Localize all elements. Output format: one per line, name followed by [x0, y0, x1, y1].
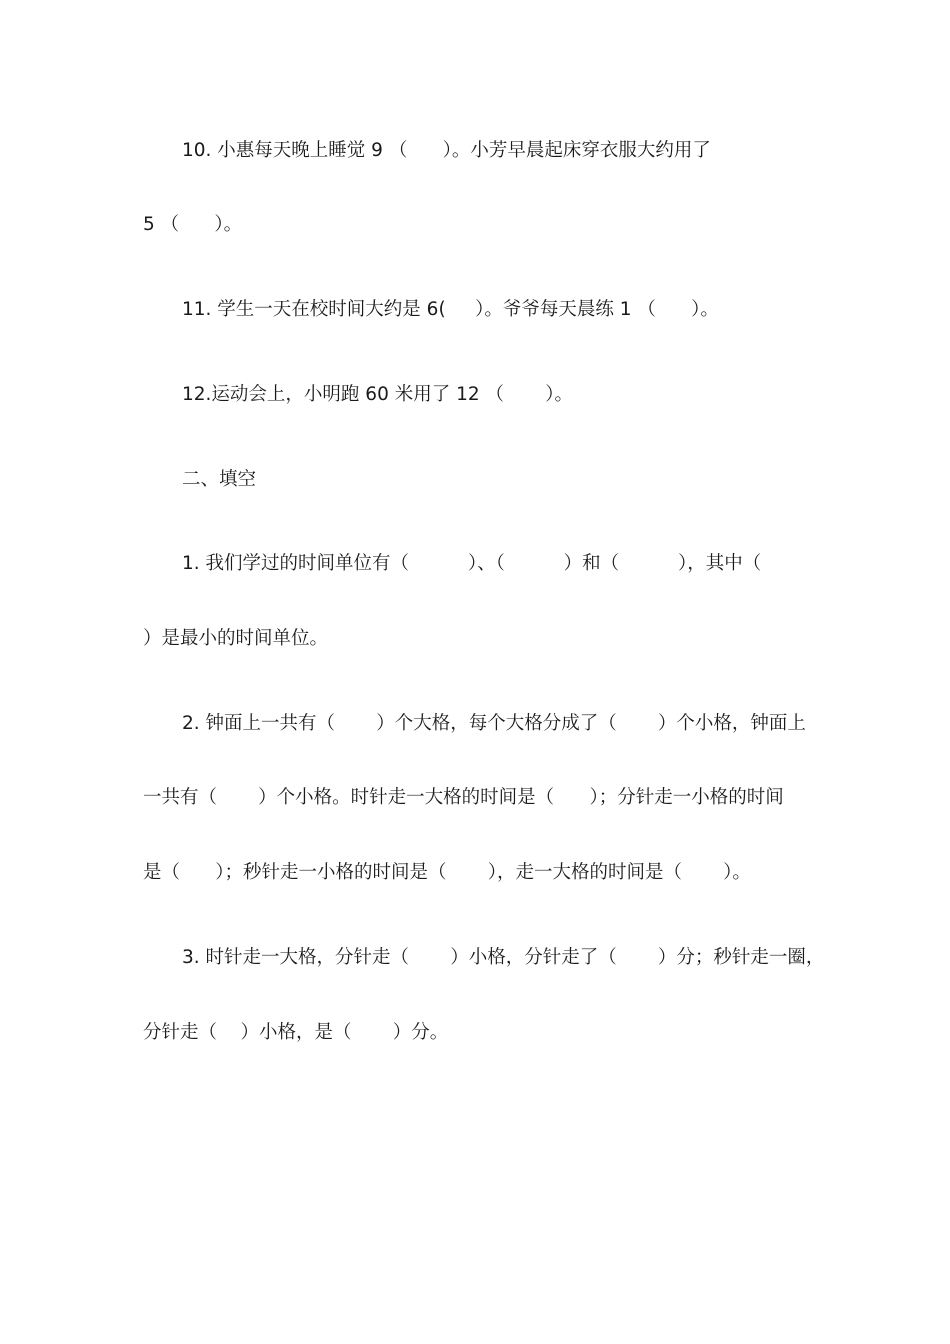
fill-question-3-line-1: 3. 时针走一大格，分针走（ ）小格，分针走了（ ）分；秒针走一圈， [182, 947, 825, 968]
question-10-line-1: 10. 小惠每天晚上睡觉 9 （ ）。小芳早晨起床穿衣服大约用了 [182, 140, 711, 161]
fill-question-2-line-2: 一共有（ ）个小格。时针走一大格的时间是（ ）；分针走一小格的时间 [143, 787, 784, 808]
fill-question-2-line-1: 2. 钟面上一共有（ ）个大格，每个大格分成了（ ）个小格，钟面上 [182, 713, 806, 734]
question-11: 11. 学生一天在校时间大约是 6( ）。爷爷每天晨练 1 （ ）。 [182, 299, 719, 320]
question-12: 12.运动会上，小明跑 60 米用了 12 （ ）。 [182, 384, 573, 405]
fill-question-3-line-2: 分针走（ ）小格，是（ ）分。 [143, 1022, 449, 1043]
question-10-line-2: 5 （ ）。 [143, 214, 243, 235]
section-heading-fill-in: 二、填空 [182, 469, 257, 490]
fill-question-2-line-3: 是（ ）；秒针走一小格的时间是（ ），走一大格的时间是（ ）。 [143, 862, 751, 883]
fill-question-1-line-2: ）是最小的时间单位。 [143, 628, 329, 649]
fill-question-1-line-1: 1. 我们学过的时间单位有（ ）、（ ）和（ ），其中（ [182, 553, 762, 574]
